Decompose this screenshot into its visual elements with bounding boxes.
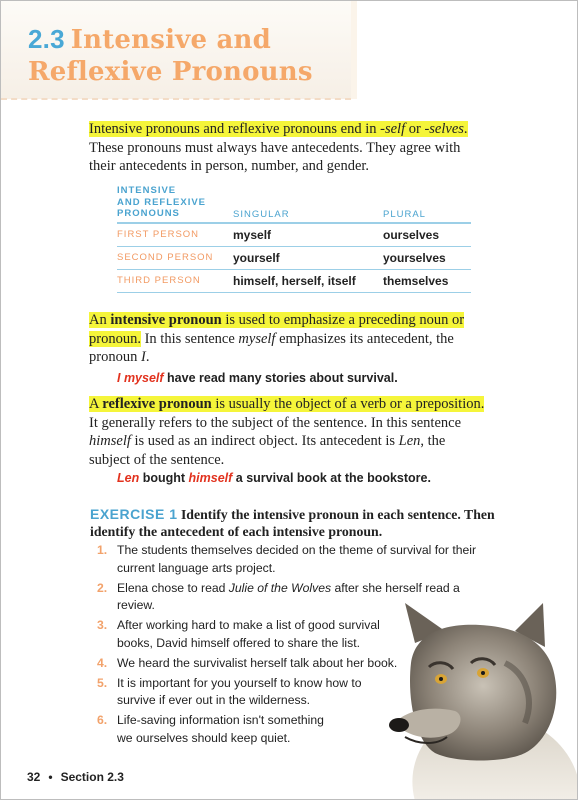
- intro-rest: These pronouns must always have antecedents. They agree with their antecedents in person, number, and gender.: [89, 139, 461, 174]
- row-label: THIRD PERSON: [117, 269, 233, 292]
- title-line-2: Reflexive Pronouns: [28, 57, 313, 87]
- page-number: 32: [27, 770, 41, 784]
- footer-section: Section 2.3: [60, 770, 124, 784]
- page-footer: [27, 770, 124, 784]
- title-line-1: Intensive and: [70, 25, 272, 55]
- reflexive-highlight: A reflexive pronoun is usually the object of a verb or a preposition.: [89, 396, 485, 412]
- row-label: FIRST PERSON: [117, 223, 233, 247]
- column-header-plural: PLURAL: [383, 185, 471, 223]
- table-row: [117, 223, 471, 247]
- cell-singular: yourself: [233, 246, 383, 269]
- intro-highlight: Intensive pronouns and reflexive pronouns end in -self or -selves.: [89, 121, 468, 137]
- list-item: 5. It is important for you yourself to know how to survive if ever out in the wilderness.: [97, 675, 362, 707]
- cell-plural: themselves: [383, 269, 471, 292]
- cell-singular: myself: [233, 223, 383, 247]
- list-item: 1. The students themselves decided on the theme of survival for their current language arts project.: [97, 543, 477, 575]
- intensive-definition: An intensive pronoun is used to emphasize a preceding noun or pronoun. In this sentence myself emphasizes its antecedent, the pronoun I.: [89, 312, 465, 365]
- intensive-highlight: An intensive pronoun is used to emphasize a preceding noun or pronoun.: [89, 312, 465, 347]
- exercise-label: EXERCISE 1: [90, 506, 178, 522]
- footer-bullet: •: [48, 770, 53, 784]
- title-divider: [1, 98, 351, 100]
- cell-singular: himself, herself, itself: [233, 269, 383, 292]
- list-item: 2. Elena chose to read Julie of the Wolves after she herself read a review.: [97, 580, 460, 612]
- pronoun-table: [117, 185, 471, 293]
- reflexive-definition: A reflexive pronoun is usually the object of a verb or a preposition. It generally refers to the subject of the sentence. In this sentence himself is used as an indirect object. Its antecedent is Len, the subject of the sentence.: [89, 396, 485, 468]
- wolf-photo: [385, 603, 578, 800]
- list-item: 4. We heard the survivalist herself talk about her book.: [97, 655, 398, 670]
- exercise-heading: [90, 506, 510, 540]
- page-title: [28, 23, 313, 88]
- section-number: 2.3: [28, 24, 65, 54]
- exercise-instruction: Identify the intensive pronoun in each sentence. Then identify the antecedent of each intensive pronoun.: [90, 507, 495, 539]
- list-item: 6. Life-saving information isn't something we ourselves should keep quiet.: [97, 713, 324, 745]
- example-sentence-1: I myself have read many stories about survival.: [117, 371, 398, 385]
- cell-plural: ourselves: [383, 223, 471, 247]
- example-sentence-2: Len bought himself a survival book at the bookstore.: [117, 471, 431, 485]
- row-label: SECOND PERSON: [117, 246, 233, 269]
- table-header-label: INTENSIVE AND REFLEXIVE PRONOUNS: [117, 185, 233, 223]
- cell-plural: yourselves: [383, 246, 471, 269]
- table-row: [117, 269, 471, 292]
- table-header-row: [117, 185, 471, 223]
- list-item: 3. After working hard to make a list of good survival books, David himself offered to share the list.: [97, 618, 380, 650]
- table-row: [117, 246, 471, 269]
- intro-paragraph: [89, 120, 489, 176]
- column-header-singular: SINGULAR: [233, 185, 383, 223]
